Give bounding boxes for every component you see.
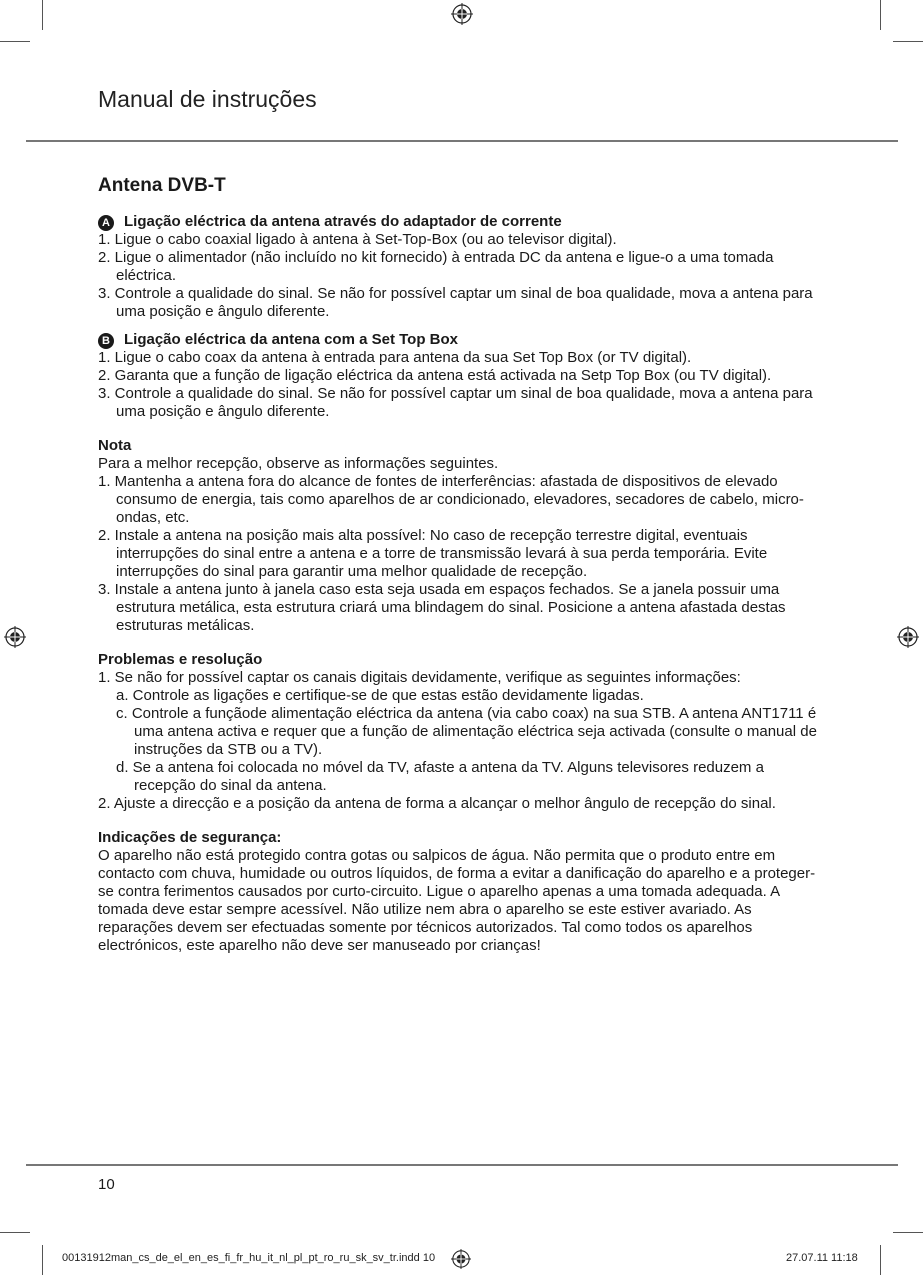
section-safety bbox=[98, 829, 828, 955]
crop-mark bbox=[0, 1232, 30, 1233]
safety-text: O aparelho não está protegido contra gotas ou salpicos de água. Não permita que o produto entre em contacto com chuva, humidade ou outros líquidos, de forma a evitar a danificação do aparelho e a proteger-se contra ferimentos causados por curto-circuito. Ligue o aparelho apenas a uma tomada adequada. A tomada deve estar sempre acessível. Não utilize nem abra o aparelho se este estiver avariado. As reparações devem ser efectuadas somente por técnicos autorizados. Tal como todos os aparelhos electrónicos, este aparelho não deve ser manuseado por crianças! bbox=[98, 847, 816, 954]
note-heading: Nota bbox=[98, 437, 132, 454]
crop-mark bbox=[0, 41, 30, 42]
page-number: 10 bbox=[98, 1176, 115, 1193]
troubleshooting-heading: Problemas e resolução bbox=[98, 651, 263, 668]
document-title: Antena DVB-T bbox=[98, 175, 226, 196]
section-troubleshooting bbox=[98, 651, 828, 813]
section-set-top-box bbox=[98, 331, 828, 421]
list-item: 2. Garanta que a função de ligação eléctrica da antena está activada na Setp Top Box (ou TV digital). bbox=[98, 367, 772, 384]
list-item: 1. Ligue o cabo coax da antena à entrada para antena da sua Set Top Box (or TV digital). bbox=[98, 349, 692, 366]
registration-mark-icon bbox=[451, 3, 473, 25]
page-header-title: Manual de instruções bbox=[98, 86, 317, 112]
print-slug-timestamp: 27.07.11 11:18 bbox=[786, 1252, 858, 1264]
sub-list-item: a. Controle as ligações e certifique-se de que estas estão devidamente ligadas. bbox=[116, 687, 644, 704]
crop-mark bbox=[42, 1245, 43, 1275]
list-item: 2. Ligue o alimentador (não incluído no kit fornecido) à entrada DC da antena e ligue-o a uma tomada eléctrica. bbox=[98, 249, 774, 284]
crop-mark bbox=[880, 0, 881, 30]
sub-list-item: c. Controle a funçãode alimentação eléctrica da antena (via cabo coax) na sua STB. A antena ANT1711 é uma antena activa e requer que a função de alimentação eléctrica seja activada (consulte o manual de instruções da STB ou a TV). bbox=[116, 705, 817, 758]
registration-mark-icon bbox=[4, 626, 26, 648]
crop-mark bbox=[893, 41, 923, 42]
header-rule bbox=[26, 140, 898, 142]
crop-mark bbox=[893, 1232, 923, 1233]
section-heading bbox=[98, 331, 828, 349]
crop-mark bbox=[880, 1245, 881, 1275]
crop-mark bbox=[42, 0, 43, 30]
section-heading-text: Ligação eléctrica da antena com a Set Top Box bbox=[124, 331, 458, 348]
footer-rule bbox=[26, 1164, 898, 1166]
section-heading bbox=[98, 213, 828, 231]
list-item: 2. Instale a antena na posição mais alta possível: No caso de recepção terrestre digital, eventuais interrupções do sinal entre a antena e a torre de transmissão levará à sua perda temporária. Evite interrupções do sinal para garantir uma melhor qualidade de recepção. bbox=[98, 527, 768, 580]
list-item: 1. Mantenha a antena fora do alcance de fontes de interferências: afastada de dispositivos de elevado consumo de energia, tais como aparelhos de ar condicionado, elevadores, secadores de cabelo, micro-ondas, etc. bbox=[98, 473, 804, 526]
section-badge-a: A bbox=[98, 215, 114, 231]
section-note bbox=[98, 437, 828, 635]
list-item: 3. Instale a antena junto à janela caso esta seja usada em espaços fechados. Se a janela possuir uma estrutura metálica, esta estrutura criará uma blindagem do sinal. Posicione a antena afastada destas estruturas metálicas. bbox=[98, 581, 786, 634]
section-heading-text: Ligação eléctrica da antena através do adaptador de corrente bbox=[124, 213, 562, 230]
section-power-adapter bbox=[98, 213, 828, 321]
registration-mark-icon bbox=[897, 626, 919, 648]
document-body bbox=[98, 174, 828, 965]
section-badge-b: B bbox=[98, 333, 114, 349]
note-intro: Para a melhor recepção, observe as informações seguintes. bbox=[98, 455, 499, 472]
list-item: 2. Ajuste a direcção e a posição da antena de forma a alcançar o melhor ângulo de recepção do sinal. bbox=[98, 795, 776, 812]
safety-heading: Indicações de segurança: bbox=[98, 829, 282, 846]
registration-mark-icon bbox=[451, 1249, 473, 1271]
list-item: 3. Controle a qualidade do sinal. Se não for possível captar um sinal de boa qualidade, mova a antena para uma posição e ângulo diferente. bbox=[98, 385, 813, 420]
list-item: 3. Controle a qualidade do sinal. Se não for possível captar um sinal de boa qualidade, mova a antena para uma posição e ângulo diferente. bbox=[98, 285, 813, 320]
sub-list-item: d. Se a antena foi colocada no móvel da TV, afaste a antena da TV. Alguns televisores reduzem a recepção do sinal da antena. bbox=[116, 759, 764, 794]
print-slug-filename: 00131912man_cs_de_el_en_es_fi_fr_hu_it_nl_pl_pt_ro_ru_sk_sv_tr.indd 10 bbox=[62, 1252, 436, 1264]
list-item: 1. Ligue o cabo coaxial ligado à antena à Set-Top-Box (ou ao televisor digital). bbox=[98, 231, 617, 248]
list-item: 1. Se não for possível captar os canais digitais devidamente, verifique as seguintes informações: bbox=[98, 669, 741, 686]
